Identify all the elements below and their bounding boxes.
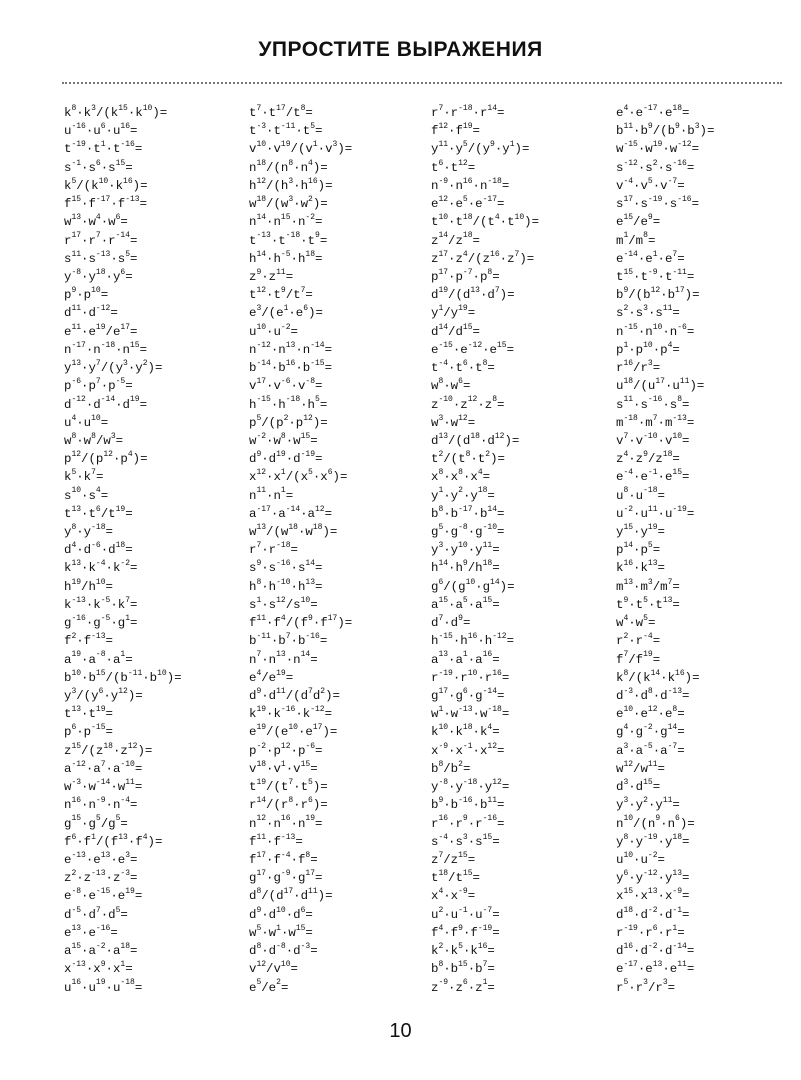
expression-item: $t^{15}\cdot t^{-9}\cdot t^{-11}=$ xyxy=(616,267,695,284)
expression-item: $r^{16}/r^3=$ xyxy=(616,358,661,376)
expression-item: $p^5/(p^2\cdot p^{12})=$ xyxy=(249,413,328,430)
expression-item: $d^4\cdot d^{-6}\cdot d^{18}=$ xyxy=(64,541,133,558)
expression-item: $e^{-13}\cdot e^{13}\cdot e^3=$ xyxy=(64,850,138,867)
expression-item: $d^3\cdot d^{15}=$ xyxy=(616,777,661,795)
expression-item: $d^7\cdot d^9=$ xyxy=(431,614,471,631)
expression-item: $z^2\cdot z^{-13}\cdot z^{-3}=$ xyxy=(64,869,138,886)
expression-item: $w^{12}/w^{11}=$ xyxy=(616,759,665,776)
expression-item: $s^{11}\cdot s^{-13}\cdot s^5=$ xyxy=(64,249,138,266)
expression-item: $t^{-19}\cdot t^1\cdot t^{-16}=$ xyxy=(64,140,143,157)
expression-item: $t^9\cdot t^5\cdot t^{13}=$ xyxy=(616,595,680,612)
expression-item: $f^6\cdot f^1/(f^{13}\cdot f^4)=$ xyxy=(64,832,163,849)
expression-item: $y^{13}\cdot y^7/(y^3\cdot y^2)=$ xyxy=(64,358,163,376)
expression-item: $w^{-15}\cdot w^{19}\cdot w^{-12}=$ xyxy=(616,140,700,157)
expression-item: $g^{-16}\cdot g^{-5}\cdot g^1=$ xyxy=(64,614,138,631)
expression-item: $y^6\cdot y^{-12}\cdot y^{13}=$ xyxy=(616,869,690,886)
expression-item: $g^{17}\cdot g^6\cdot g^{-14}=$ xyxy=(431,686,505,703)
expression-item: $a^{15}\cdot a^{-2}\cdot a^{18}=$ xyxy=(64,941,138,959)
expression-item: $e^4/e^{19}=$ xyxy=(249,668,294,685)
expression-item: $g^{17}\cdot g^{-9}\cdot g^{17}=$ xyxy=(249,869,323,886)
expression-item: $y^3/(y^6\cdot y^{12})=$ xyxy=(64,686,143,703)
expression-item: $x^{15}\cdot x^{13}\cdot x^{-9}=$ xyxy=(616,887,690,904)
expression-item: $h^{12}/(h^3\cdot h^{16})=$ xyxy=(249,176,333,193)
expression-item: $s^{11}\cdot s^{-16}\cdot s^8=$ xyxy=(616,395,690,412)
expression-item: $h^{14}\cdot h^{-5}\cdot h^{18}=$ xyxy=(249,249,323,266)
expression-item: $r^7\cdot r^{-18}=$ xyxy=(249,541,298,558)
expression-item: $y^8\cdot y^{-18}=$ xyxy=(64,522,113,540)
expression-item: $d^{11}\cdot d^{-12}=$ xyxy=(64,304,118,321)
expression-item: $h^{19}/h^{10}=$ xyxy=(64,577,113,594)
expression-item: $z^{-9}\cdot z^6\cdot z^1=$ xyxy=(431,978,495,995)
expression-item: $b^{11}\cdot b^9/(b^9\cdot b^3)=$ xyxy=(616,122,715,139)
expression-item: $x^{12}\cdot x^1/(x^5\cdot x^6)=$ xyxy=(249,468,348,485)
expression-item: $v^{18}\cdot v^1\cdot v^{15}=$ xyxy=(249,759,318,776)
expression-item: $t^7\cdot t^{17}/t^8=$ xyxy=(249,103,313,120)
expression-item: $v^{17}\cdot v^{-6}\cdot v^{-8}=$ xyxy=(249,377,323,394)
expression-item: $x^8\cdot x^8\cdot x^4=$ xyxy=(431,468,491,485)
expression-item: $z^7/z^{15}=$ xyxy=(431,850,476,867)
expression-item: $e^5/e^2=$ xyxy=(249,978,289,995)
expression-item: $r^2\cdot r^{-4}=$ xyxy=(616,632,661,649)
expression-item: $y^{15}\cdot y^{19}=$ xyxy=(616,522,665,540)
expression-item: $r^{17}\cdot r^7\cdot r^{-14}=$ xyxy=(64,231,138,248)
expression-item: $e^{13}\cdot e^{-16}=$ xyxy=(64,923,118,940)
expression-item: $d^8\cdot d^{-8}\cdot d^{-3}=$ xyxy=(249,941,318,959)
expression-item: $p^9\cdot p^{10}=$ xyxy=(64,286,109,303)
expression-item: $r^{-19}\cdot r^6\cdot r^1=$ xyxy=(616,923,685,940)
expression-item: $n^{10}/(n^9\cdot n^6)=$ xyxy=(616,814,695,831)
expression-item: $e^4\cdot e^{-17}\cdot e^{18}=$ xyxy=(616,103,690,120)
expression-item: $b^9/(b^{12}\cdot b^{17})=$ xyxy=(616,286,700,303)
expression-item: $e^{10}\cdot e^{12}\cdot e^8=$ xyxy=(616,705,685,722)
expression-item: $n^7\cdot n^{13}\cdot n^{14}=$ xyxy=(249,650,318,667)
expression-item: $f^{12}\cdot f^{19}=$ xyxy=(431,122,480,139)
expression-item: $d^{-3}\cdot d^8\cdot d^{-13}=$ xyxy=(616,686,690,703)
expression-item: $k^5\cdot k^7=$ xyxy=(64,468,104,485)
expression-item: $s^{-4}\cdot s^3\cdot s^{15}=$ xyxy=(431,832,500,849)
expression-item: $d^9\cdot d^{10}\cdot d^6=$ xyxy=(249,905,313,922)
expression-item: $r^7\cdot r^{-18}\cdot r^{14}=$ xyxy=(431,103,505,120)
expression-item: $b^{-14}\cdot b^{16}\cdot b^{-15}=$ xyxy=(249,358,333,376)
expression-item: $y^8\cdot y^{-19}\cdot y^{18}=$ xyxy=(616,832,690,849)
expression-item: $d^8/(d^{17}\cdot d^{11})=$ xyxy=(249,887,333,904)
expression-item: $g^{15}\cdot g^5/g^5=$ xyxy=(64,814,128,831)
expression-item: $n^{16}\cdot n^{-9}\cdot n^{-4}=$ xyxy=(64,796,138,813)
expression-item: $f^{17}\cdot f^{-4}\cdot f^8=$ xyxy=(249,850,318,867)
expression-item: $e^{-4}\cdot e^{-1}\cdot e^{15}=$ xyxy=(616,468,690,485)
expression-item: $s^1\cdot s^{12}/s^{10}=$ xyxy=(249,595,318,612)
expression-item: $p^{-6}\cdot p^7\cdot p^{-5}=$ xyxy=(64,377,133,394)
expression-item: $b^8\cdot b^{-17}\cdot b^{14}=$ xyxy=(431,504,505,521)
expression-item: $d^{19}/(d^{13}\cdot d^7)=$ xyxy=(431,286,515,303)
expression-item: $w^1\cdot w^{-13}\cdot w^{-18}=$ xyxy=(431,705,510,722)
expression-item: $v^{10}\cdot v^{19}/(v^1\cdot v^3)=$ xyxy=(249,140,353,157)
expression-item: $d^{13}/(d^{18}\cdot d^{12})=$ xyxy=(431,431,520,448)
expression-item: $k^{13}\cdot k^{-4}\cdot k^{-2}=$ xyxy=(64,559,138,576)
expression-item: $r^{14}/(r^8\cdot r^6)=$ xyxy=(249,796,328,813)
expression-item: $f^{15}\cdot f^{-17}\cdot f^{-13}=$ xyxy=(64,194,148,212)
expression-item: $z^{17}\cdot z^4/(z^{16}\cdot z^7)=$ xyxy=(431,249,535,266)
expression-item: $u^{-16}\cdot u^6\cdot u^{16}=$ xyxy=(64,122,138,139)
exercise-column-2 xyxy=(249,104,431,997)
expression-item: $n^{14}\cdot n^{15}\cdot n^{-2}=$ xyxy=(249,213,323,230)
expression-item: $v^{-4}\cdot v^5\cdot v^{-7}=$ xyxy=(616,176,685,193)
expression-item: $n^{18}/(n^8\cdot n^4)=$ xyxy=(249,158,328,175)
expression-item: $z^{15}/(z^{18}\cdot z^{12})=$ xyxy=(64,741,153,758)
expression-item: $t^{-13}\cdot t^{-18}\cdot t^9=$ xyxy=(249,231,328,248)
expression-item: $d^{16}\cdot d^{-2}\cdot d^{-14}=$ xyxy=(616,941,695,959)
dotted-divider xyxy=(62,82,782,84)
expression-item: $b^9\cdot b^{-16}\cdot b^{11}=$ xyxy=(431,796,505,813)
expression-item: $w^4\cdot w^5=$ xyxy=(616,614,656,631)
expression-item: $e^{-15}\cdot e^{-12}\cdot e^{15}=$ xyxy=(431,340,515,357)
expression-item: $s^{10}\cdot s^4=$ xyxy=(64,486,109,503)
expression-item: $u^{18}/(u^{17}\cdot u^{11})=$ xyxy=(616,377,705,394)
expression-item: $w^{-2}\cdot w^8\cdot w^{15}=$ xyxy=(249,431,318,448)
exercise-column-1 xyxy=(64,104,249,997)
expression-item: $t^6\cdot t^{12}=$ xyxy=(431,158,476,175)
expression-item: $f^4\cdot f^9\cdot f^{-19}=$ xyxy=(431,923,500,940)
expression-item: $t^{19}/(t^7\cdot t^5)=$ xyxy=(249,777,328,795)
expression-item: $k^{-13}\cdot k^{-5}\cdot k^7=$ xyxy=(64,595,138,612)
expression-item: $m^{13}\cdot m^3/m^7=$ xyxy=(616,577,680,594)
expression-item: $z^{-10}\cdot z^{12}\cdot z^8=$ xyxy=(431,395,505,412)
expression-item: $y^{-8}\cdot y^{18}\cdot y^6=$ xyxy=(64,267,133,284)
expression-item: $t^{18}/t^{15}=$ xyxy=(431,869,480,886)
expression-item: $v^{12}/v^{10}=$ xyxy=(249,960,298,977)
expression-item: $n^{-9}\cdot n^{16}\cdot n^{-18}=$ xyxy=(431,176,510,193)
expression-item: $n^{-12}\cdot n^{13}\cdot n^{-14}=$ xyxy=(249,340,333,357)
expression-item: $w^{13}\cdot w^4\cdot w^6=$ xyxy=(64,213,128,230)
expression-item: $u^4\cdot u^{10}=$ xyxy=(64,413,109,430)
expression-item: $e^{11}\cdot e^{19}/e^{17}=$ xyxy=(64,322,138,339)
expression-item: $n^{12}\cdot n^{16}\cdot n^{19}=$ xyxy=(249,814,323,831)
expression-item: $k^{16}\cdot k^{13}=$ xyxy=(616,559,665,576)
expression-item: $f^2\cdot f^{-13}=$ xyxy=(64,632,113,649)
expression-item: $m^1/m^8=$ xyxy=(616,231,656,248)
expression-item: $u^{10}\cdot u^{-2}=$ xyxy=(249,322,298,339)
expression-item: $f^7/f^{19}=$ xyxy=(616,650,661,667)
expression-item: $x^4\cdot x^{-9}=$ xyxy=(431,887,476,904)
expression-item: $g^6/(g^{10}\cdot g^{14})=$ xyxy=(431,577,515,594)
expression-item: $t^{-4}\cdot t^6\cdot t^8=$ xyxy=(431,358,495,376)
expression-item: $y^1\cdot y^2\cdot y^{18}=$ xyxy=(431,486,495,503)
expression-item: $e^{19}/(e^{10}\cdot e^{17})=$ xyxy=(249,723,338,740)
expression-item: $u^{-2}\cdot u^{11}\cdot u^{-19}=$ xyxy=(616,504,695,521)
expression-item: $m^{-18}\cdot m^7\cdot m^{-13}=$ xyxy=(616,413,695,430)
expression-item: $n^{-15}\cdot n^{10}\cdot n^{-6}=$ xyxy=(616,322,695,339)
expression-item: $y^1/y^{19}=$ xyxy=(431,304,476,321)
expression-item: $r^{-19}\cdot r^{10}\cdot r^{16}=$ xyxy=(431,668,510,685)
expression-item: $a^{15}\cdot a^5\cdot a^{15}=$ xyxy=(431,595,500,612)
expression-item: $k^{10}\cdot k^{18}\cdot k^4=$ xyxy=(431,723,500,740)
exercise-column-4 xyxy=(616,104,786,997)
expression-item: $t^{-3}\cdot t^{-11}\cdot t^5=$ xyxy=(249,122,323,139)
expression-item: $p^6\cdot p^{-15}=$ xyxy=(64,723,113,740)
expression-item: $e^{-8}\cdot e^{-15}\cdot e^{19}=$ xyxy=(64,887,143,904)
expression-item: $z^{14}/z^{18}=$ xyxy=(431,231,480,248)
expression-item: $h^8\cdot h^{-10}\cdot h^{13}=$ xyxy=(249,577,323,594)
expression-item: $d^9\cdot d^{19}\cdot d^{-19}=$ xyxy=(249,450,323,467)
expression-item: $k^5/(k^{10}\cdot k^{16})=$ xyxy=(64,176,148,193)
expression-item: $h^{-15}\cdot h^{-18}\cdot h^5=$ xyxy=(249,395,328,412)
expression-item: $f^{11}\cdot f^{-13}=$ xyxy=(249,832,303,849)
expression-item: $h^{-15}\cdot h^{16}\cdot h^{-12}=$ xyxy=(431,632,515,649)
expression-item: $y^{11}\cdot y^5/(y^9\cdot y^1)=$ xyxy=(431,140,530,157)
expression-item: $e^{15}/e^9=$ xyxy=(616,213,661,230)
expression-item: $b^{10}\cdot b^{15}/(b^{-11}\cdot b^{10})=$ xyxy=(64,668,182,685)
expression-item: $w^{-3}\cdot w^{-14}\cdot w^{11}=$ xyxy=(64,777,143,795)
expression-item: $e^{-14}\cdot e^1\cdot e^7=$ xyxy=(616,249,685,266)
expression-item: $y^3\cdot y^2\cdot y^{11}=$ xyxy=(616,796,680,813)
exercise-grid xyxy=(64,104,786,997)
page-title: УПРОСТИТЕ ВЫРАЖЕНИЯ xyxy=(258,38,543,61)
expression-item: $d^9\cdot d^{11}/(d^7d^2)=$ xyxy=(249,686,340,703)
expression-item: $b^8/b^2=$ xyxy=(431,759,471,776)
expression-item: $r^5\cdot r^3/r^3=$ xyxy=(616,978,676,995)
expression-item: $e^{12}\cdot e^5\cdot e^{-17}=$ xyxy=(431,194,505,212)
expression-item: $k^{19}\cdot k^{-16}\cdot k^{-12}=$ xyxy=(249,705,333,722)
expression-item: $w^3\cdot w^{12}=$ xyxy=(431,413,476,430)
exercise-column-3 xyxy=(431,104,616,997)
expression-item: $p^{-2}\cdot p^{12}\cdot p^{-6}=$ xyxy=(249,741,323,758)
expression-item: $y^{-8}\cdot y^{-18}\cdot y^{12}=$ xyxy=(431,777,510,795)
expression-item: $y^3\cdot y^{10}\cdot y^{11}=$ xyxy=(431,541,500,558)
expression-item: $g^5\cdot g^{-8}\cdot g^{-10}=$ xyxy=(431,522,505,540)
expression-item: $k^8/(k^{14}\cdot k^{16})=$ xyxy=(616,668,700,685)
expression-item: $u^8\cdot u^{-18}=$ xyxy=(616,486,665,503)
expression-item: $r^{16}\cdot r^9\cdot r^{-16}=$ xyxy=(431,814,505,831)
expression-item: $b^8\cdot b^{15}\cdot b^7=$ xyxy=(431,960,495,977)
expression-item: $s^{-1}\cdot s^6\cdot s^{15}=$ xyxy=(64,158,133,175)
expression-item: $d^{14}/d^{15}=$ xyxy=(431,322,480,339)
expression-item: $w^{13}/(w^{18}\cdot w^{18})=$ xyxy=(249,522,338,540)
expression-item: $d^{18}\cdot d^{-2}\cdot d^{-1}=$ xyxy=(616,905,690,922)
expression-item: $s^{-12}\cdot s^2\cdot s^{-16}=$ xyxy=(616,158,695,175)
expression-item: $p^{17}\cdot p^{-7}\cdot p^8=$ xyxy=(431,267,500,284)
expression-item: $s^2\cdot s^3\cdot s^{11}=$ xyxy=(616,304,680,321)
expression-item: $b^{-11}\cdot b^7\cdot b^{-16}=$ xyxy=(249,632,328,649)
expression-item: $a^{19}\cdot a^{-8}\cdot a^1=$ xyxy=(64,650,133,667)
expression-item: $v^7\cdot v^{-10}\cdot v^{10}=$ xyxy=(616,431,690,448)
expression-item: $f^{11}\cdot f^4/(f^9\cdot f^{17})=$ xyxy=(249,614,353,631)
expression-item: $p^{12}/(p^{12}\cdot p^4)=$ xyxy=(64,450,148,467)
expression-item: $h^{14}\cdot h^9/h^{18}=$ xyxy=(431,559,500,576)
expression-item: $w^8\cdot w^8/w^3=$ xyxy=(64,431,124,448)
expression-item: $t^{13}\cdot t^6/t^{19}=$ xyxy=(64,504,133,521)
expression-item: $k^2\cdot k^5\cdot k^{16}=$ xyxy=(431,941,495,959)
expression-item: $x^{-13}\cdot x^9\cdot x^1=$ xyxy=(64,960,133,977)
expression-item: $a^{-17}\cdot a^{-14}\cdot a^{12}=$ xyxy=(249,504,333,521)
expression-item: $n^{-17}\cdot n^{-18}\cdot n^{15}=$ xyxy=(64,340,148,357)
expression-item: $p^1\cdot p^{10}\cdot p^4=$ xyxy=(616,340,680,357)
expression-item: $x^{-9}\cdot x^{-1}\cdot x^{12}=$ xyxy=(431,741,505,758)
expression-item: $e^{-17}\cdot e^{13}\cdot e^{11}=$ xyxy=(616,960,695,977)
expression-item: $n^{11}\cdot n^1=$ xyxy=(249,486,294,503)
expression-item: $t^{13}\cdot t^{19}=$ xyxy=(64,705,113,722)
expression-item: $e^3/(e^1\cdot e^6)=$ xyxy=(249,304,323,321)
expression-item: $a^{13}\cdot a^1\cdot a^{16}=$ xyxy=(431,650,500,667)
expression-item: $w^{18}/(w^3\cdot w^2)=$ xyxy=(249,194,328,212)
expression-item: $w^8\cdot w^6=$ xyxy=(431,377,471,394)
expression-item: $p^{14}\cdot p^5=$ xyxy=(616,541,661,558)
expression-item: $k^8\cdot k^3/(k^{15}\cdot k^{10})=$ xyxy=(64,103,168,120)
expression-item: $t^{10}\cdot t^{18}/(t^4\cdot t^{10})=$ xyxy=(431,213,540,230)
expression-item: $u^{16}\cdot u^{19}\cdot u^{-18}=$ xyxy=(64,978,143,995)
expression-item: $a^{-12}\cdot a^7\cdot a^{-10}=$ xyxy=(64,759,143,776)
expression-item: $u^{10}\cdot u^{-2}=$ xyxy=(616,850,665,867)
expression-item: $z^4\cdot z^9/z^{18}=$ xyxy=(616,450,680,467)
expression-item: $u^2\cdot u^{-1}\cdot u^{-7}=$ xyxy=(431,905,500,922)
expression-item: $t^2/(t^8\cdot t^2)=$ xyxy=(431,450,505,467)
expression-item: $s^9\cdot s^{-16}\cdot s^{14}=$ xyxy=(249,559,323,576)
expression-item: $w^5\cdot w^1\cdot w^{15}=$ xyxy=(249,923,313,940)
expression-item: $t^{12}\cdot t^9/t^7=$ xyxy=(249,286,313,303)
page-number: 10 xyxy=(389,1020,412,1042)
expression-item: $d^{-12}\cdot d^{-14}\cdot d^{19}=$ xyxy=(64,395,148,412)
expression-item: $d^{-5}\cdot d^7\cdot d^5=$ xyxy=(64,905,128,922)
expression-item: $z^9\cdot z^{11}=$ xyxy=(249,267,294,284)
expression-item: $a^3\cdot a^{-5}\cdot a^{-7}=$ xyxy=(616,741,685,758)
expression-item: $g^4\cdot g^{-2}\cdot g^{14}=$ xyxy=(616,723,685,740)
expression-item: $s^{17}\cdot s^{-19}\cdot s^{-16}=$ xyxy=(616,194,700,212)
